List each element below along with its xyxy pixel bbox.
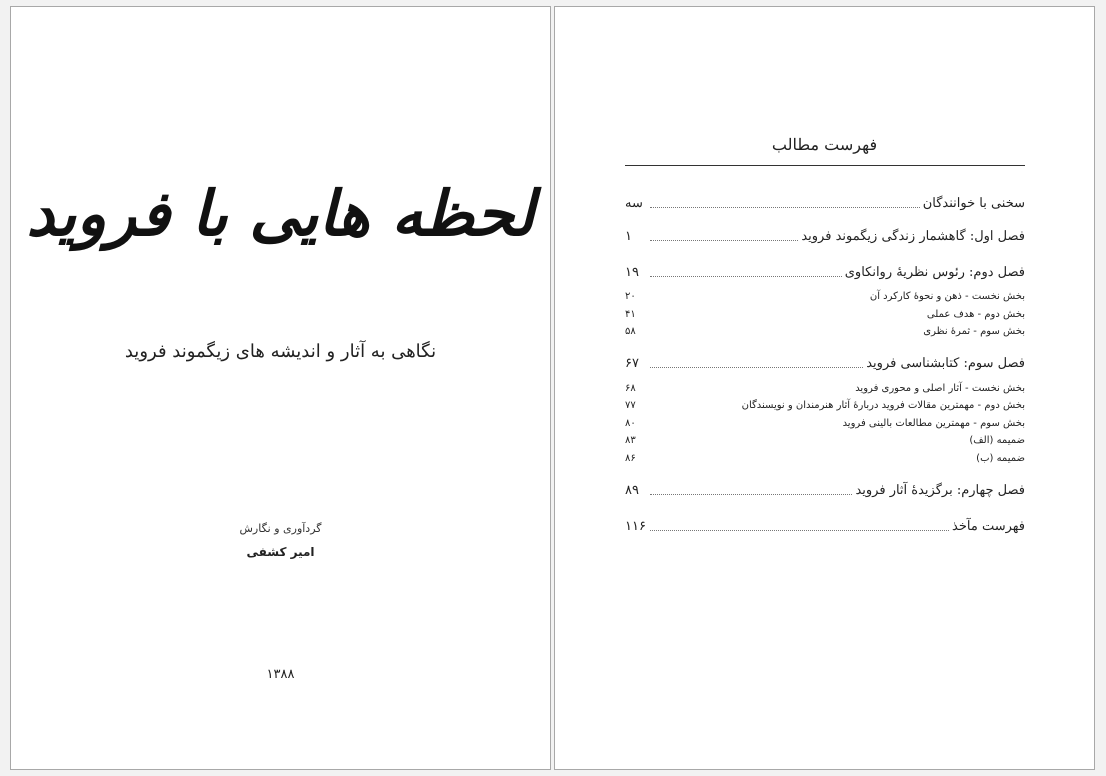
toc-entry-title: بخش نخست - آثار اصلی و محوری فروید bbox=[855, 382, 1025, 394]
toc-entry bbox=[625, 322, 1025, 340]
toc-entry-page: ۸۳ bbox=[625, 434, 636, 446]
toc-heading: فهرست مطالب bbox=[771, 135, 878, 154]
toc-entry-title: بخش دوم - هدف عملی bbox=[926, 308, 1025, 320]
toc-entry-title: ضمیمه (الف) bbox=[969, 434, 1025, 446]
toc-leader-dots bbox=[650, 207, 920, 208]
title-page bbox=[10, 6, 551, 770]
book-title: لحظه هایی با فروید bbox=[26, 177, 535, 250]
toc-divider bbox=[625, 165, 1025, 166]
toc-entry bbox=[625, 396, 1025, 414]
toc-entry bbox=[625, 449, 1025, 467]
toc-leader-dots bbox=[650, 494, 852, 495]
toc-entry-page: سه bbox=[625, 195, 643, 211]
toc-entry-page: ۸۶ bbox=[625, 452, 636, 464]
toc-entry-title: فهرست مآخذ bbox=[952, 518, 1025, 534]
author-name: امیر کشفی bbox=[246, 545, 315, 559]
toc-leader-dots bbox=[650, 240, 798, 241]
toc-entry-title: فصل اول: گاهشمار زندگی زیگموند فروید bbox=[801, 228, 1025, 244]
toc-entry-page: ۲۰ bbox=[625, 290, 636, 302]
toc-entry bbox=[625, 194, 1025, 212]
publication-year: ۱۳۸۸ bbox=[266, 667, 295, 682]
toc-entry-page: ۱۹ bbox=[625, 264, 639, 280]
toc-entry-title: سخنی با خوانندگان bbox=[922, 195, 1025, 211]
book-subtitle: نگاهی به آثار و اندیشه های زیگموند فروید bbox=[124, 341, 437, 362]
toc-entry-page: ۷۷ bbox=[625, 399, 636, 411]
toc-entry bbox=[625, 379, 1025, 397]
toc-entry-title: بخش دوم - مهمترین مقالات فروید دربارهٔ آثار هنرمندان و نویسندگان bbox=[741, 399, 1025, 411]
toc-entry-page: ۵۸ bbox=[625, 325, 636, 337]
toc-entry-page: ۸۹ bbox=[625, 482, 639, 498]
toc-entry-title: فصل دوم: رئوس نظریهٔ روانکاوی bbox=[844, 264, 1025, 280]
toc-entry bbox=[625, 481, 1025, 499]
toc-entry bbox=[625, 263, 1025, 281]
toc-entry-page: ۱۱۶ bbox=[625, 518, 646, 534]
toc-entry-page: ۱ bbox=[625, 228, 632, 244]
toc-entry bbox=[625, 227, 1025, 245]
toc-leader-dots bbox=[650, 530, 949, 531]
toc-entry-title: فصل چهارم: برگزیدهٔ آثار فروید bbox=[855, 482, 1025, 498]
toc-entry-title: بخش سوم - ثمرهٔ نظری bbox=[923, 325, 1025, 337]
toc-entry-page: ۴۱ bbox=[625, 308, 636, 320]
toc-entry-page: ۶۷ bbox=[625, 355, 639, 371]
toc-entry bbox=[625, 287, 1025, 305]
toc-leader-dots bbox=[650, 276, 842, 277]
toc-entry bbox=[625, 431, 1025, 449]
toc-entry-title: بخش نخست - ذهن و نحوهٔ کارکرد آن bbox=[869, 290, 1025, 302]
toc-entry bbox=[625, 414, 1025, 432]
toc-leader-dots bbox=[650, 367, 863, 368]
toc-entry-page: ۸۰ bbox=[625, 417, 636, 429]
toc-entry-title: فصل سوم: کتابشناسی فروید bbox=[866, 355, 1025, 371]
toc-entry-page: ۶۸ bbox=[625, 382, 636, 394]
toc-entry bbox=[625, 354, 1025, 372]
toc-entry-title: بخش سوم - مهمترین مطالعات بالینی فروید bbox=[842, 417, 1025, 429]
toc-entry-title: ضمیمه (ب) bbox=[976, 452, 1025, 464]
table-of-contents-page bbox=[554, 6, 1095, 770]
compiled-by-label: گردآوری و نگارش bbox=[239, 522, 322, 535]
toc-entry bbox=[625, 305, 1025, 323]
toc-entry bbox=[625, 517, 1025, 535]
